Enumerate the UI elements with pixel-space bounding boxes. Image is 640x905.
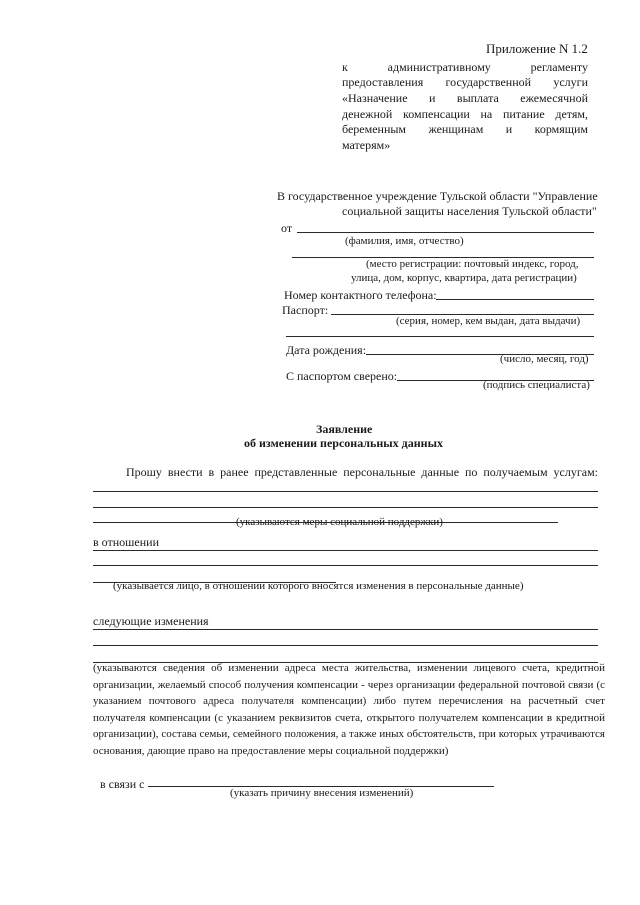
reason-label: в связи с bbox=[100, 777, 145, 791]
changes-label: следующие изменения bbox=[93, 614, 209, 628]
birth-label: Дата рождения: bbox=[286, 343, 367, 357]
regarding-field-2[interactable] bbox=[93, 565, 598, 566]
changes-field-1[interactable] bbox=[93, 629, 598, 630]
verified-caption: (подпись специалиста) bbox=[483, 379, 590, 391]
birth-caption: (число, месяц, год) bbox=[500, 353, 589, 365]
changes-field-2[interactable] bbox=[93, 645, 598, 646]
measures-field-1[interactable] bbox=[93, 491, 598, 492]
addressee-line-1: В государственное учреждение Тульской области "Управление bbox=[277, 189, 598, 203]
request-text: Прошу внести в ранее представленные персональные данные по получаемым услугам: bbox=[126, 465, 598, 479]
appendix-line: матерям» bbox=[342, 138, 391, 152]
addressee-line-2: социальной защиты населения Тульской области" bbox=[342, 204, 597, 218]
appendix-line: «Назначение и выплата ежемесячной bbox=[342, 91, 588, 105]
passport-caption: (серия, номер, кем выдан, дата выдачи) bbox=[396, 315, 581, 327]
regarding-label: в отношении bbox=[93, 535, 160, 549]
measures-field-2[interactable] bbox=[93, 507, 598, 508]
reason-caption: (указать причину внесения изменений) bbox=[230, 787, 414, 799]
appendix-line: денежной компенсации на питание детям, bbox=[342, 107, 588, 121]
fio-caption: (фамилия, имя, отчество) bbox=[345, 235, 464, 247]
registration-caption-1: (место регистрации: почтовый индекс, город, bbox=[366, 258, 579, 270]
measures-caption: (указываются меры социальной поддержки) bbox=[236, 516, 443, 528]
from-label: от bbox=[281, 221, 293, 235]
passport-label: Паспорт: bbox=[282, 303, 329, 317]
fio-field[interactable] bbox=[297, 232, 594, 233]
appendix-title: Приложение N 1.2 bbox=[486, 41, 588, 56]
verified-label: С паспортом сверено: bbox=[286, 369, 398, 383]
changes-caption: (указываются сведения об изменении адреса места жительства, изменении лицевого счета, кредитной организации, желаемый способ получения компенсации - через организации федеральной почтовой связи (с указанием почтового адреса получателя компенсации) либо путем перечисления на расчетный счет получателя компенсации (с указанием реквизитов счета, открытого получателем компенсации в кредитной организации), состава семьи, семейного положения, а также иных обстоятельств, при которых утрачиваются основания, дающие право на предоставление меры социальной поддержки) bbox=[93, 662, 605, 757]
person-caption: (указывается лицо, в отношении которого вносятся изменения в персональные данные) bbox=[113, 580, 524, 592]
appendix-line: к административному регламенту bbox=[342, 60, 588, 74]
phone-label: Номер контактного телефона: bbox=[284, 288, 437, 302]
regarding-field-1[interactable] bbox=[93, 550, 598, 551]
passport-field-extra[interactable] bbox=[286, 336, 594, 337]
registration-caption-2: улица, дом, корпус, квартира, дата регистрации) bbox=[351, 272, 577, 284]
appendix-line: беременным женщинам и кормящим bbox=[342, 122, 588, 136]
statement-subtitle: об изменении персональных данных bbox=[244, 436, 443, 450]
appendix-line: предоставления государственной услуги bbox=[342, 75, 588, 89]
phone-field[interactable] bbox=[436, 299, 594, 300]
